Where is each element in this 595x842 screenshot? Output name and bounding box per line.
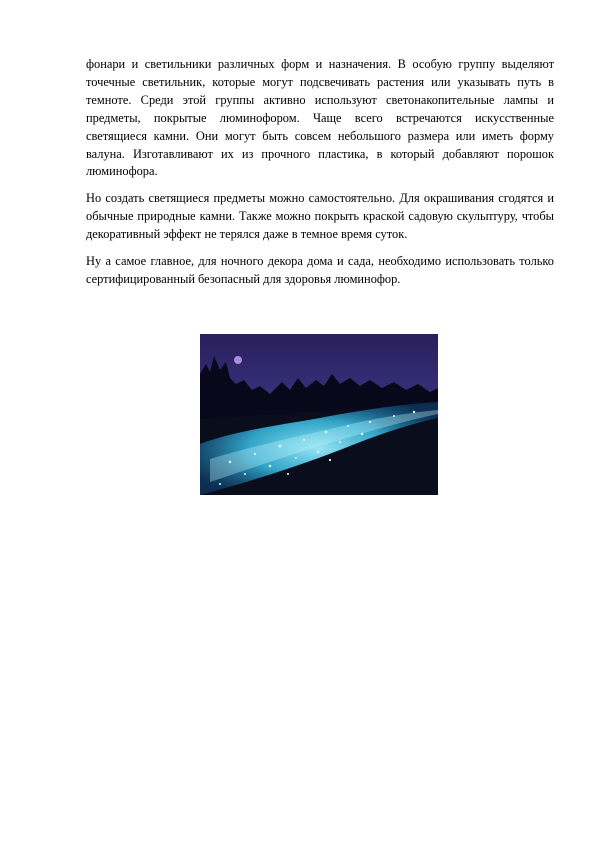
paragraph-1: фонари и светильники различных форм и назначения. В особую группу выделяют точечные светильник, которые могут подсвечивать растения или указывать путь в темноте. Среди этой группы активно используют светонакопительные лампы и предметы, покрытые люминофором. Чаще всего встречаются искусственные светящиеся камни. Они могут быть совсем небольшого размера или иметь форму валуна. Изготавливают их из прочного пластика, в который добавляют порошок люминофора. bbox=[86, 57, 554, 179]
lamp-glow bbox=[234, 356, 242, 364]
photo-illustration bbox=[200, 334, 438, 495]
paragraph-3: Ну а самое главное, для ночного декора дома и сада, необходимо использовать только сертифицированный безопасный для здоровья люминофор. bbox=[86, 254, 554, 286]
body-text bbox=[86, 56, 554, 298]
paragraph-2: Но создать светящиеся предметы можно самостоятельно. Для окрашивания сгодятся и обычные природные камни. Также можно покрыть краской садовую скульптуру, чтобы декоративный эффект не терялся даже в темное время суток. bbox=[86, 191, 554, 242]
glowing-path-photo bbox=[200, 334, 438, 495]
